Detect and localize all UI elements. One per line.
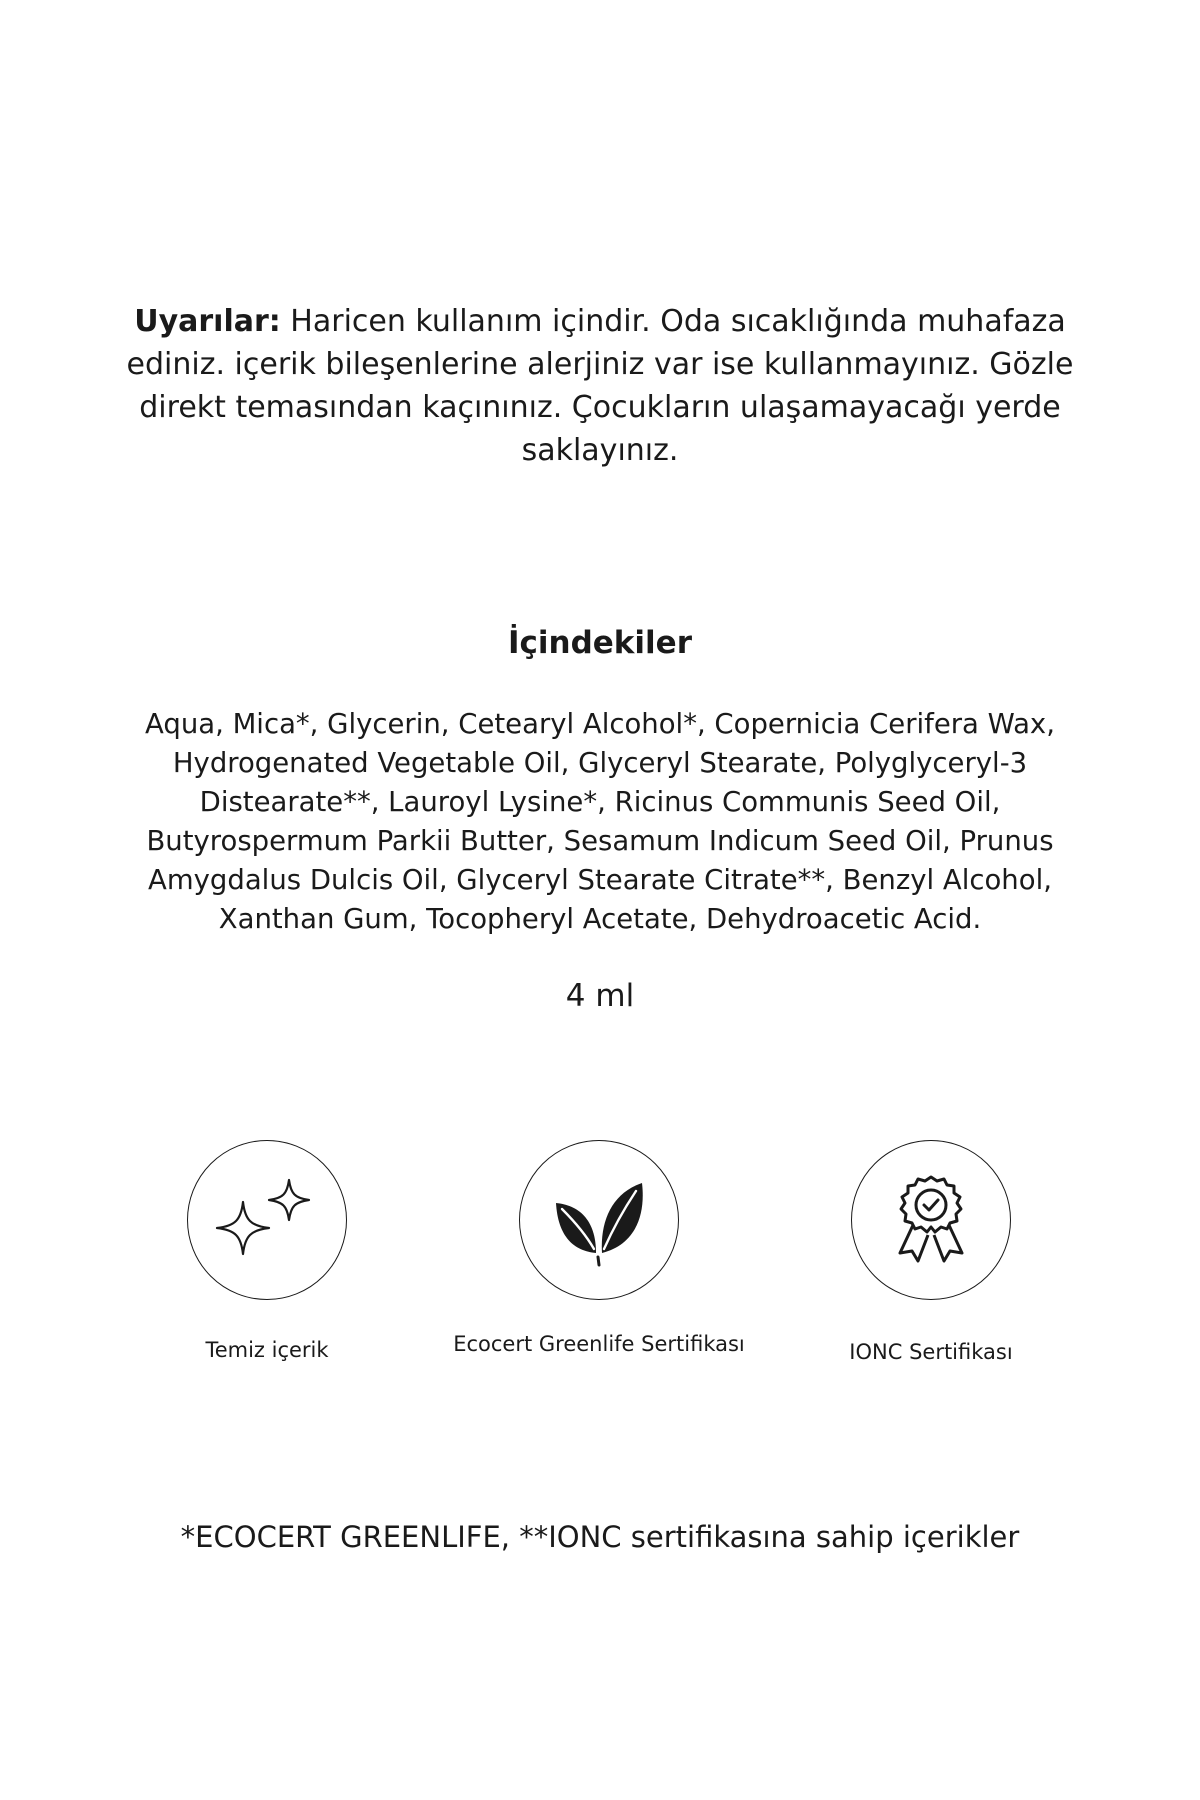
volume-label: 4 ml: [565, 978, 635, 1014]
sparkle-icon: [207, 1160, 327, 1280]
badge-clean-ingredients: [117, 1140, 417, 1362]
ingredients-title: İçindekiler: [507, 625, 692, 661]
badge-circle: [851, 1140, 1011, 1300]
badge-label: Temiz içerik: [205, 1338, 329, 1362]
footnote: *ECOCERT GREENLIFE, **IONC sertifikasına sahip içerikler: [180, 1520, 1020, 1554]
warnings-text: Haricen kullanım içindir. Oda sıcaklığında muhafaza ediniz. içerik bileşenlerine alerjiniz var ise kullanmayınız. Gözle direkt temasından kaçınınız. Çocukların ulaşamayacağı yerde saklayınız.: [126, 304, 1074, 468]
ingredients-list: Aqua, Mica*, Glycerin, Cetearyl Alcohol*, Copernicia Cerifera Wax, Hydrogenated Vegetable Oil, Glyceryl Stearate, Polyglyceryl-3 Distearate**, Lauroyl Lysine*, Ricinus Communis Seed Oil, Butyrospermum Parkii Butter, Sesamum Indicum Seed Oil, Prunus Amygdalus Dulcis Oil, Glyceryl Stearate Citrate**, Benzyl Alcohol, Xanthan Gum, Tocopheryl Acetate, Dehydroacetic Acid.: [145, 708, 1055, 935]
badge-label: IONC Sertifikası: [849, 1340, 1013, 1364]
leaf-icon: [544, 1165, 654, 1275]
award-ribbon-icon: [876, 1165, 986, 1275]
badge-ionc: [781, 1140, 1081, 1364]
badge-ecocert: [449, 1140, 749, 1356]
warnings-paragraph: [110, 300, 1090, 472]
badge-circle: [519, 1140, 679, 1300]
warnings-label: Uyarılar:: [134, 304, 281, 339]
badge-label: Ecocert Greenlife Sertifikası: [453, 1332, 745, 1356]
badge-circle: [187, 1140, 347, 1300]
